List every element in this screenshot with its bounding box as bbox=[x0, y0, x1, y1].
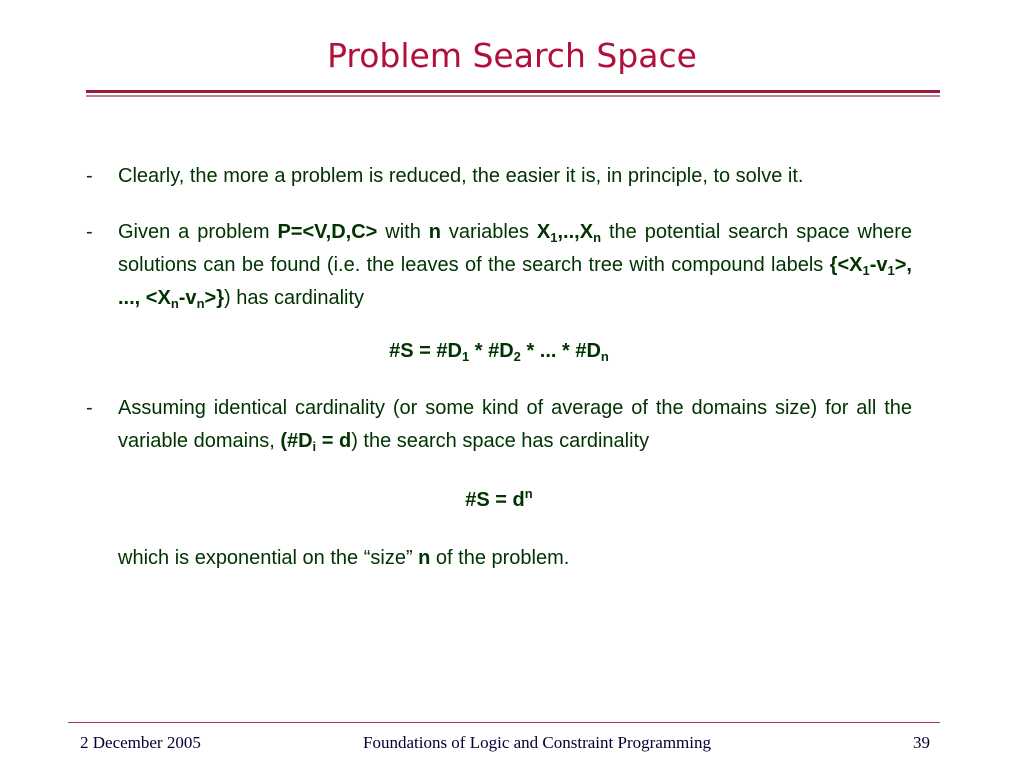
bullet-3 bbox=[86, 392, 912, 458]
bullet-marker: - bbox=[86, 165, 93, 187]
footer-date: 2 December 2005 bbox=[80, 733, 201, 752]
cardinality-formula bbox=[86, 335, 912, 368]
subscript: n bbox=[170, 296, 179, 311]
text-run: >, ..., <X bbox=[118, 254, 912, 309]
subscript: n bbox=[600, 349, 609, 364]
text-run: ) has cardinality bbox=[223, 287, 365, 309]
superscript: n bbox=[524, 486, 533, 501]
text-run: with bbox=[377, 221, 429, 243]
text-run: #S = #D bbox=[389, 340, 462, 362]
size-variable: n bbox=[418, 547, 431, 569]
slide-title: Problem Search Space bbox=[327, 36, 697, 75]
text-run: variables bbox=[441, 221, 537, 243]
title-rule bbox=[86, 90, 940, 93]
subscript: 2 bbox=[513, 349, 521, 364]
footer-course-title: Foundations of Logic and Constraint Programming bbox=[363, 733, 711, 752]
text-run: {<X bbox=[829, 254, 863, 276]
domain-size-expression bbox=[280, 430, 351, 452]
text-run: of the problem. bbox=[430, 547, 570, 569]
text-run: * #D bbox=[469, 340, 514, 362]
text-run: >} bbox=[204, 287, 224, 309]
exponential-formula bbox=[86, 484, 912, 517]
slide-body bbox=[86, 160, 912, 575]
text-run: Assuming identical cardinality (or some kind of average of the domains size) for all the variable domains, bbox=[118, 397, 912, 452]
text-run: #S = d bbox=[465, 489, 525, 511]
variable-count: n bbox=[428, 221, 441, 243]
subscript: 1 bbox=[862, 263, 870, 278]
text-run: -v bbox=[178, 287, 197, 309]
bullet-marker: - bbox=[86, 397, 93, 419]
subscript: n bbox=[196, 296, 205, 311]
bullet-1-text: Clearly, the more a problem is reduced, the easier it is, in principle, to solve it. bbox=[118, 165, 804, 187]
closing-line bbox=[86, 542, 912, 575]
footer-rule bbox=[68, 722, 940, 723]
text-run: which is exponential on the “size” bbox=[118, 547, 419, 569]
text-run: ) the search space has cardinality bbox=[351, 430, 650, 452]
footer-page-number: 39 bbox=[913, 733, 930, 752]
text-run: the potential search space where solutions can be found (i.e. the leaves of the search tree with compound labels bbox=[118, 221, 913, 276]
subscript: n bbox=[593, 230, 602, 245]
subscript: i bbox=[312, 439, 317, 454]
variables-list bbox=[537, 221, 601, 243]
subscript: 1 bbox=[887, 263, 895, 278]
text-run: = d bbox=[316, 430, 352, 452]
text-run: -v bbox=[869, 254, 888, 276]
bullet-2 bbox=[86, 216, 912, 315]
text-run: X bbox=[536, 221, 551, 243]
text-run: ,..,X bbox=[557, 221, 594, 243]
text-run: Given a problem bbox=[118, 221, 278, 243]
text-run: * ... * #D bbox=[520, 340, 601, 362]
problem-definition: P=<V,D,C> bbox=[277, 221, 378, 243]
bullet-marker: - bbox=[86, 221, 93, 243]
subscript: 1 bbox=[550, 230, 558, 245]
text-run: (#D bbox=[280, 430, 313, 452]
bullet-1 bbox=[86, 160, 912, 193]
title-rule-secondary bbox=[86, 95, 940, 97]
subscript: 1 bbox=[461, 349, 470, 364]
